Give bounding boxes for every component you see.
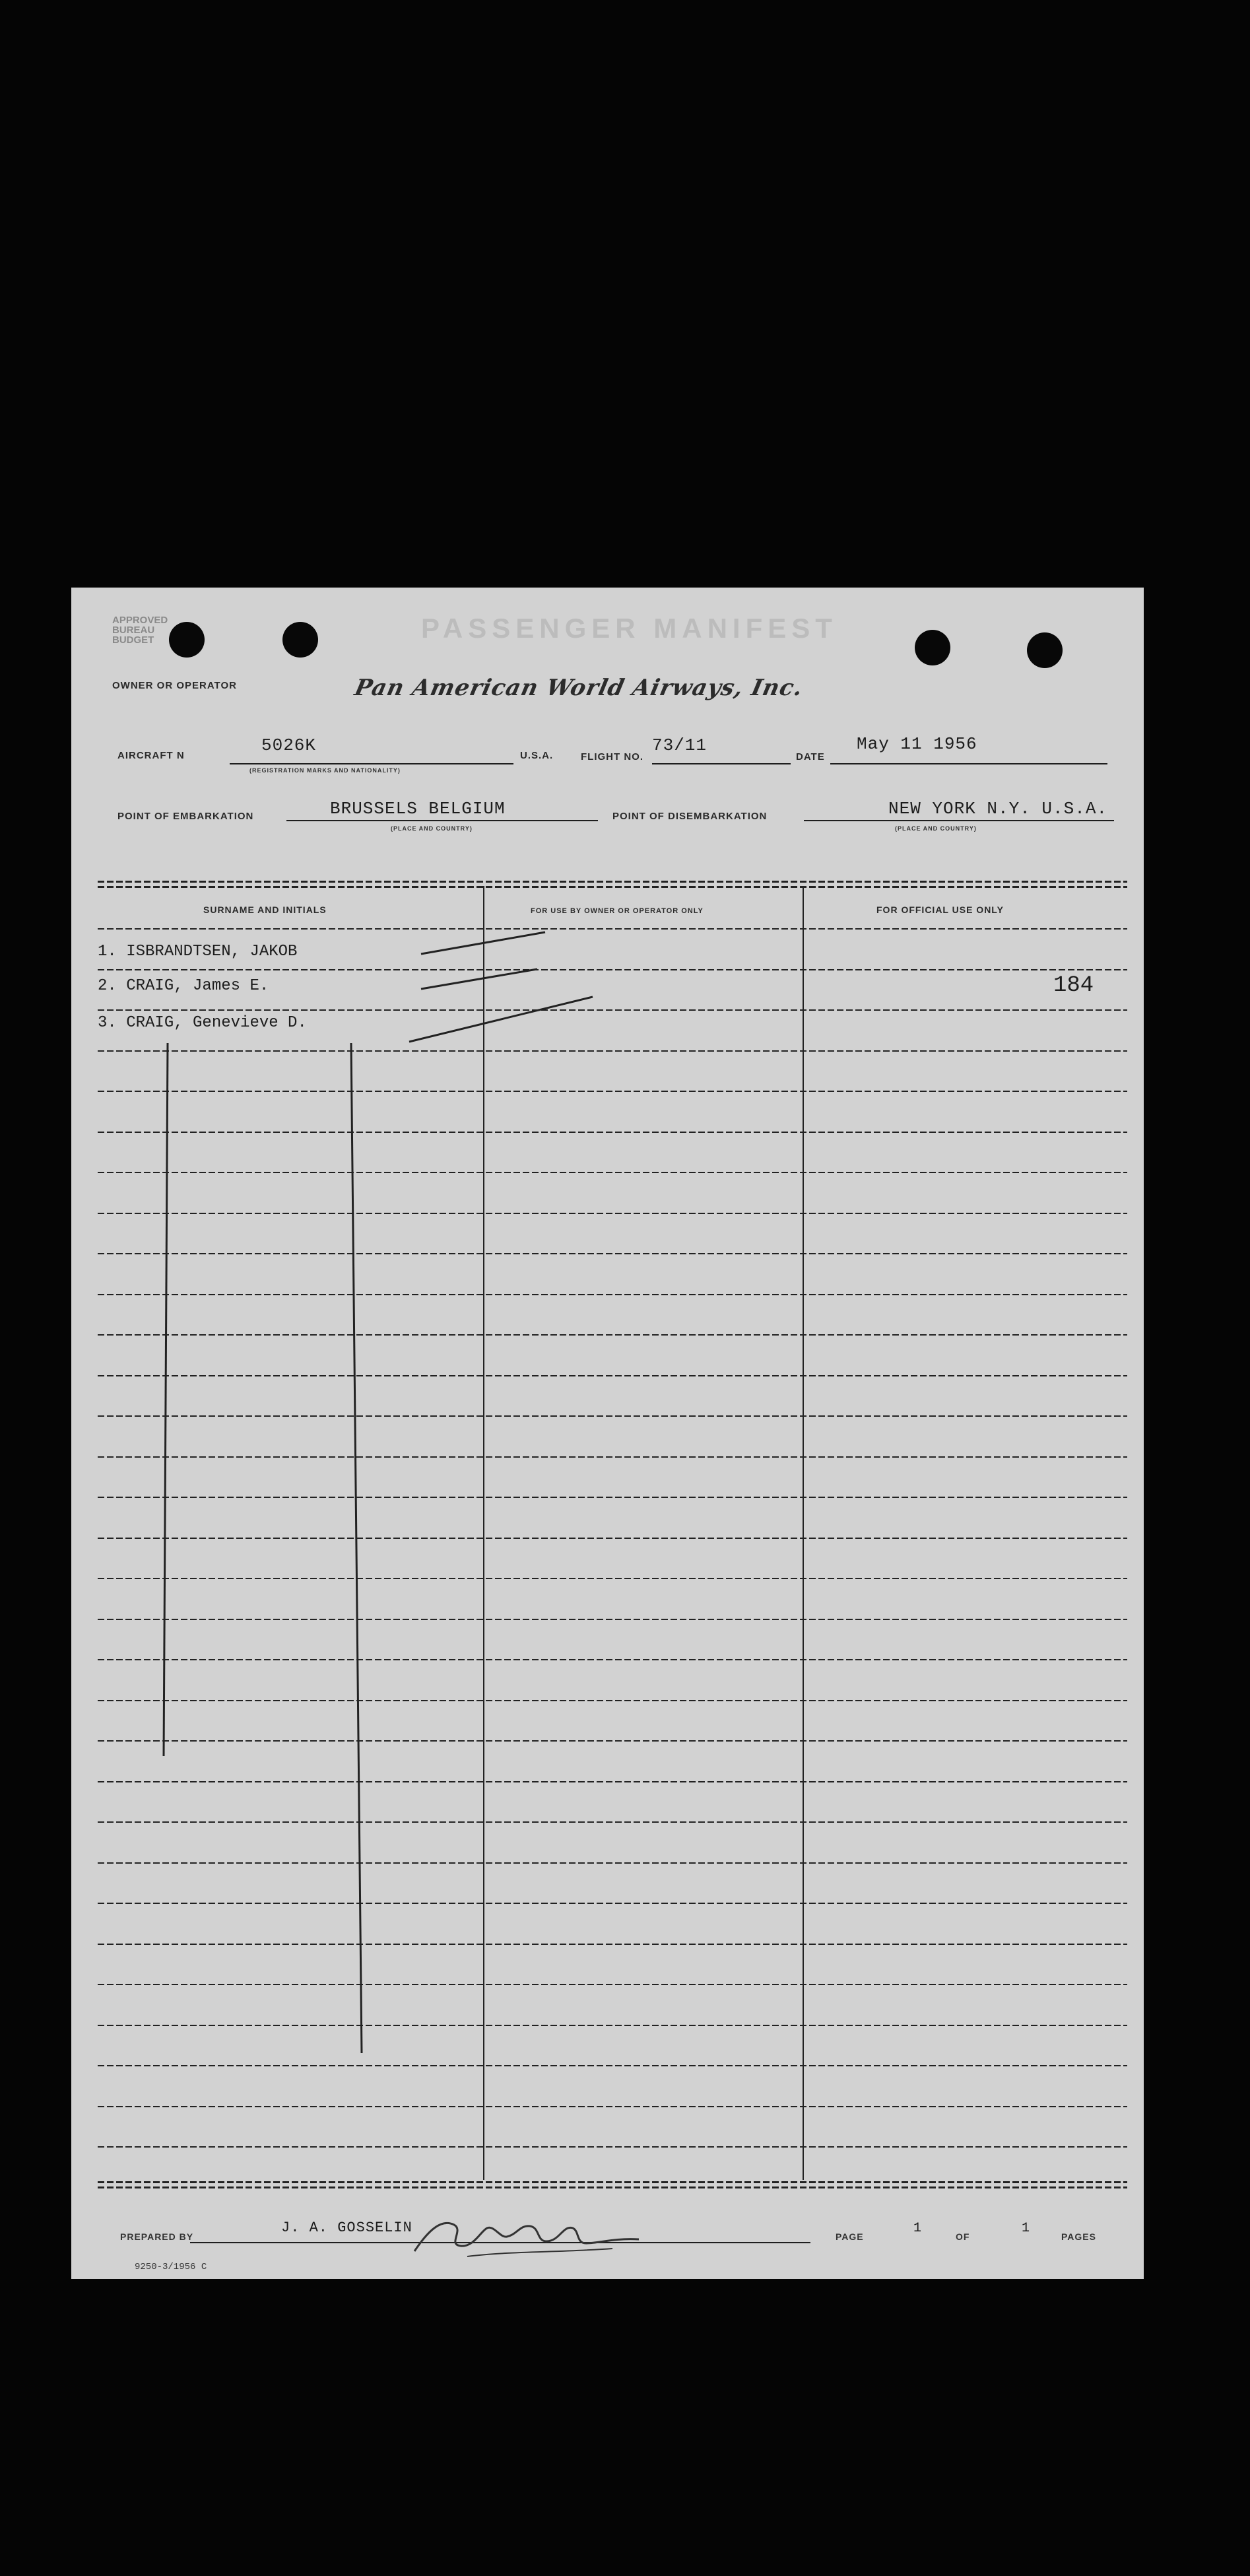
table-row-rule [98, 1862, 1127, 1864]
embark-underline [286, 820, 598, 821]
aircraft-label: AIRCRAFT N [117, 750, 185, 761]
page-value: 1 [913, 2221, 923, 2236]
table-row-rule [98, 2025, 1127, 2026]
table-row-rule [98, 1659, 1127, 1660]
table-row-rule [98, 1213, 1127, 1214]
table-row-rule [98, 928, 1127, 930]
table-row-rule [98, 1619, 1127, 1620]
table-row-rule [98, 969, 1127, 970]
col-surname-header: SURNAME AND INITIALS [203, 904, 327, 915]
prepared-value: J. A. GOSSELIN [281, 2220, 412, 2236]
owner-label: OWNER OR OPERATOR [112, 680, 237, 691]
table-row-rule [98, 1132, 1127, 1133]
disembark-value: NEW YORK N.Y. U.S.A. [888, 799, 1108, 819]
table-row-rule [98, 1375, 1127, 1376]
table-row-rule [98, 1415, 1127, 1417]
date-label: DATE [796, 751, 825, 763]
form-title: PASSENGER MANIFEST [421, 613, 838, 644]
of-label: OF [956, 2231, 970, 2242]
punch-hole [169, 622, 205, 658]
table-row-rule [98, 2106, 1127, 2107]
table-top-rule-2 [98, 886, 1127, 888]
signature [401, 2205, 665, 2264]
flight-label: FLIGHT NO. [581, 751, 643, 763]
table-row-rule [98, 1944, 1127, 1945]
table-row-rule [98, 1821, 1127, 1823]
table-bottom-rule-2 [98, 2186, 1127, 2188]
table-row-rule [98, 1091, 1127, 1092]
disembark-sublabel: (PLACE AND COUNTRY) [895, 825, 977, 832]
aircraft-value: 5026K [261, 735, 317, 755]
table-row-rule [98, 1984, 1127, 1985]
manifest-sheet [71, 588, 1144, 2279]
table-row-rule [98, 1456, 1127, 1458]
pages-label: PAGES [1061, 2231, 1096, 2242]
punch-hole [282, 622, 318, 658]
passenger-row-2: 2. CRAIG, James E. [98, 977, 269, 995]
table-row-rule [98, 1578, 1127, 1579]
flight-underline [652, 763, 791, 764]
punch-hole [915, 630, 950, 665]
table-row-rule [98, 1334, 1127, 1336]
col-owner-header: FOR USE BY OWNER OR OPERATOR ONLY [531, 907, 704, 915]
prepared-label: PREPARED BY [120, 2231, 194, 2242]
table-row-rule [98, 1781, 1127, 1782]
table-top-rule [98, 881, 1127, 883]
table-row-rule [98, 1538, 1127, 1539]
table-row-rule [98, 1740, 1127, 1742]
table-row-rule [98, 1903, 1127, 1904]
col-divider-2 [803, 886, 804, 2180]
table-row-rule [98, 1009, 1127, 1011]
table-row-rule [98, 2065, 1127, 2066]
disembark-label: POINT OF DISEMBARKATION [612, 811, 768, 822]
table-row-rule [98, 1294, 1127, 1295]
page-label: PAGE [836, 2231, 864, 2242]
table-row-rule [98, 1050, 1127, 1052]
embark-value: BRUSSELS BELGIUM [330, 799, 506, 819]
approval-stamp: APPROVED BUREAU BUDGET [112, 615, 168, 646]
table-row-rule [98, 1253, 1127, 1254]
embark-sublabel: (PLACE AND COUNTRY) [391, 825, 473, 832]
col-divider-1 [483, 886, 484, 2180]
owner-value: Pan American World Airways, Inc. [352, 675, 806, 701]
passenger-row-3: 3. CRAIG, Genevieve D. [98, 1014, 307, 1032]
table-bottom-rule [98, 2181, 1127, 2183]
table-row-rule [98, 1497, 1127, 1498]
flight-value: 73/11 [652, 735, 707, 755]
date-underline [830, 763, 1107, 764]
table-row-rule [98, 1700, 1127, 1701]
usa-label: U.S.A. [520, 750, 554, 761]
aircraft-sublabel: (REGISTRATION MARKS AND NATIONALITY) [249, 767, 401, 774]
disembark-underline [804, 820, 1114, 821]
table-row-rule [98, 1172, 1127, 1173]
form-number: 9250-3/1956 C [135, 2262, 207, 2272]
of-value: 1 [1022, 2221, 1031, 2236]
col-official-header: FOR OFFICIAL USE ONLY [876, 904, 1004, 915]
embark-label: POINT OF EMBARKATION [117, 811, 254, 822]
table-row-rule [98, 2146, 1127, 2148]
date-value: May 11 1956 [857, 734, 977, 754]
aircraft-underline [230, 763, 513, 764]
passenger-row-1: 1. ISBRANDTSEN, JAKOB [98, 943, 298, 961]
official-use-value: 184 [1053, 973, 1094, 998]
punch-hole [1027, 632, 1063, 668]
